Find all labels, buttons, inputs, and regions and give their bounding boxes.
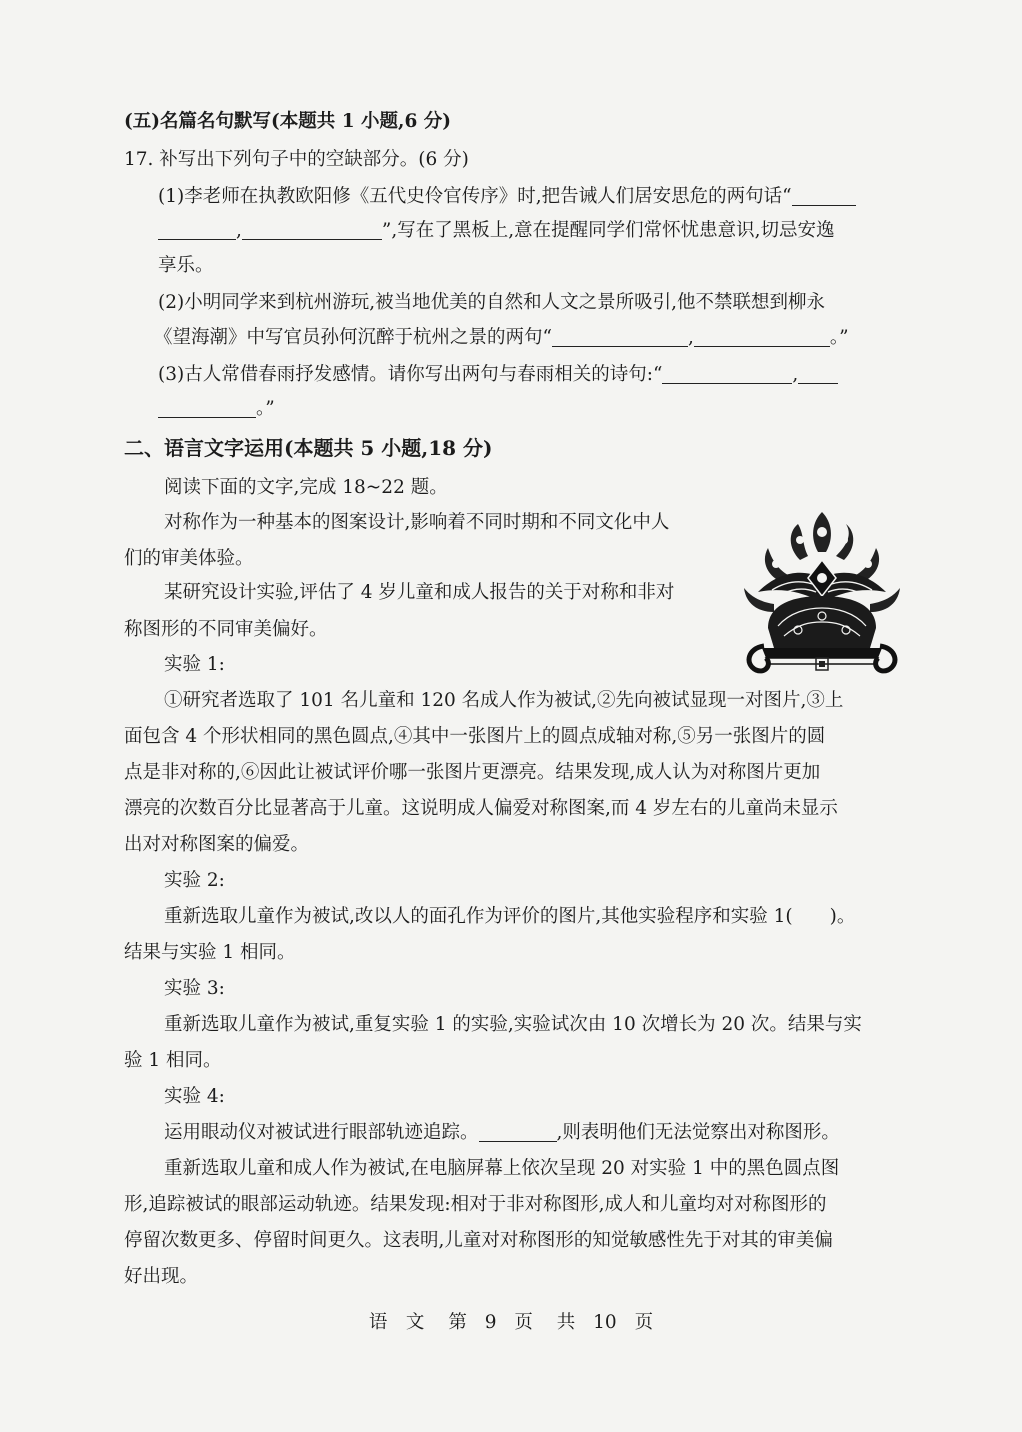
answer-blank[interactable] (158, 221, 236, 240)
exp3-line2: 验 1 相同。 (124, 1050, 222, 1071)
passage-p1-line1: 对称作为一种基本的图案设计,影响着不同时期和不同文化中人 (164, 512, 670, 533)
q17-p2-comma: , (687, 327, 694, 348)
page-footer (0, 1308, 1022, 1334)
exp3-line1: 重新选取儿童作为被试,重复实验 1 的实验,实验试次由 10 次增长为 20 次。结果与实 (164, 1014, 862, 1035)
exp2-line2: 结果与实验 1 相同。 (124, 942, 296, 963)
footer-subject: 语 文 (368, 1312, 425, 1333)
q17-p3-line2 (158, 397, 275, 421)
answer-blank[interactable] (792, 187, 856, 206)
q17-p3-text-a: (3)古人常借春雨抒发感情。请你写出两句与春雨相关的诗句:“ (158, 364, 663, 385)
exp4-line4: 停留次数更多、停留时间更久。这表明,儿童对对称图形的知觉敏感性先于对其的审美偏 (124, 1230, 833, 1251)
q17-p1-comma: , (236, 220, 242, 241)
q17-p1-line2 (158, 219, 835, 243)
q17-p3-line1 (158, 363, 838, 387)
answer-blank[interactable] (158, 399, 256, 418)
exp1-line3: 点是非对称的,⑥因此让被试评价哪一张图片更漂亮。结果发现,成人认为对称图片更加 (124, 762, 821, 783)
passage-p2-line2: 称图形的不同审美偏好。 (124, 619, 328, 640)
q17-p1-text-c: ”,写在了黑板上,意在提醒同学们常怀忧患意识,切忌安逸 (381, 220, 835, 241)
exp4-line1-text-b: ,则表明他们无法觉察出对称图形。 (556, 1122, 840, 1143)
exp3-title: 实验 3: (164, 978, 225, 999)
q17-p1-text-a: (1)李老师在执教欧阳修《五代史伶官传序》时,把告诫人们居安思危的两句话“ (158, 186, 792, 207)
exp4-title: 实验 4: (164, 1086, 225, 1107)
answer-blank[interactable] (798, 365, 838, 384)
q17-p3-comma: , (792, 364, 799, 385)
answer-blank[interactable] (662, 365, 792, 384)
q17-p2-text-b: 《望海潮》中写官员孙何沉醉于杭州之景的两句“ (154, 327, 552, 348)
passage-p2-line1: 某研究设计实验,评估了 4 岁儿童和成人报告的关于对称和非对 (164, 582, 675, 603)
q17-p1-line3: 享乐。 (158, 255, 214, 276)
crown-illustration (738, 508, 906, 678)
section2-header: 二、语言文字运用(本题共 5 小题,18 分) (124, 436, 493, 460)
q17-stem: 17. 补写出下列句子中的空缺部分。(6 分) (124, 149, 469, 170)
exp4-line1-text-a: 运用眼动仪对被试进行眼部轨迹追踪。 (164, 1122, 479, 1143)
section5-header: (五)名篇名句默写(本题共 1 小题,6 分) (124, 111, 452, 132)
q17-p3-text-c: 。” (256, 398, 275, 419)
exp4-line2: 重新选取儿童和成人作为被试,在电脑屏幕上依次呈现 20 对实验 1 中的黑色圆点图 (164, 1158, 840, 1179)
footer-total-pages: 共 10 页 (556, 1312, 654, 1333)
exp4-line3: 形,追踪被试的眼部运动轨迹。结果发现:相对于非对称图形,成人和儿童均对对称图形的 (124, 1194, 827, 1215)
q17-p2-line1: (2)小明同学来到杭州游玩,被当地优美的自然和人文之景所吸引,他不禁联想到柳永 (158, 292, 825, 313)
exp1-line1: ①研究者选取了 101 名儿童和 120 名成人作为被试,②先向被试显现一对图片,③上 (164, 690, 844, 711)
footer-page-number: 第 9 页 (448, 1312, 533, 1333)
exp1-line2: 面包含 4 个形状相同的黑色圆点,④其中一张图片上的圆点成轴对称,⑤另一张图片的圆 (124, 726, 826, 747)
exp4-line5: 好出现。 (124, 1266, 199, 1287)
exp2-line1: 重新选取儿童作为被试,改以人的面孔作为评价的图片,其他实验程序和实验 1( )。 (164, 906, 856, 927)
exp1-line5: 出对对称图案的偏爱。 (124, 834, 310, 855)
exp1-title: 实验 1: (164, 654, 225, 675)
answer-blank[interactable] (242, 221, 382, 240)
q17-p2-text-d: 。” (829, 327, 849, 348)
exp2-title: 实验 2: (164, 870, 225, 891)
q17-p2-line2 (154, 326, 849, 350)
q17-p1-line1 (158, 185, 856, 209)
answer-blank[interactable] (694, 328, 830, 347)
answer-blank[interactable] (552, 328, 688, 347)
exp4-line1 (164, 1121, 840, 1145)
exp1-line4: 漂亮的次数百分比显著高于儿童。这说明成人偏爱对称图案,而 4 岁左右的儿童尚未显示 (124, 798, 838, 819)
passage-p1-line2: 们的审美体验。 (124, 548, 254, 569)
answer-blank[interactable] (479, 1123, 557, 1142)
section2-intro: 阅读下面的文字,完成 18~22 题。 (164, 477, 448, 498)
